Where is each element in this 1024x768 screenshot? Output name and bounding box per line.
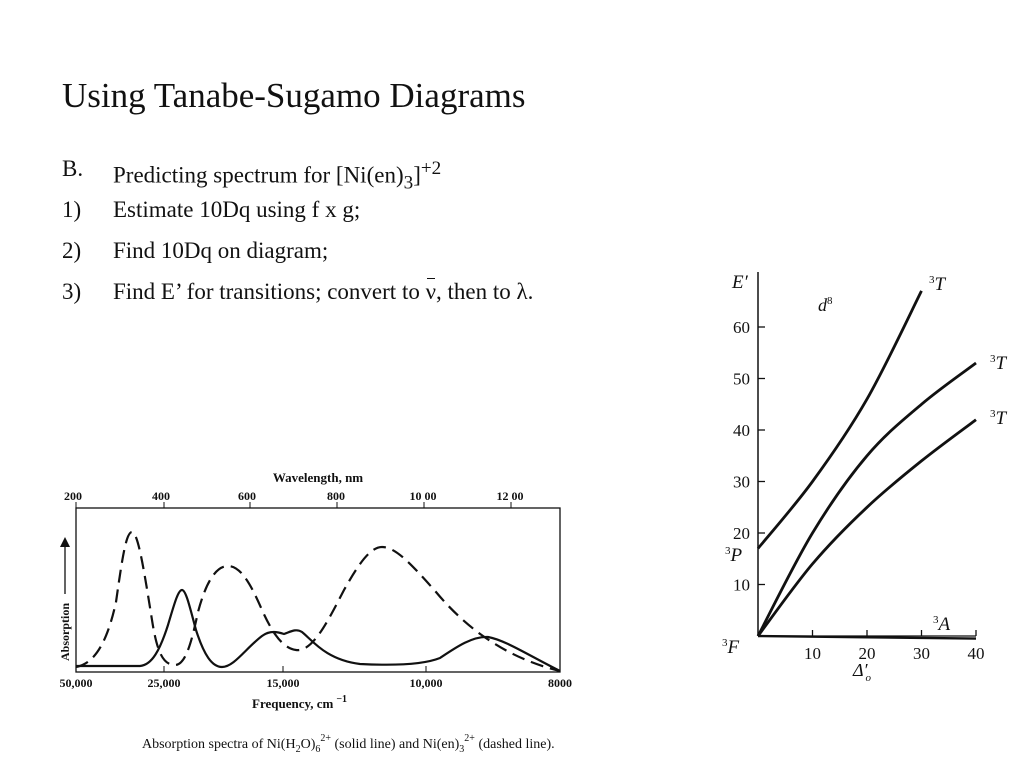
absorption-axis-label: Absorption	[58, 602, 72, 661]
frequency-axis-label: Frequency, cm $^{-1}$	[252, 694, 348, 711]
wavelength-tick-label: 200	[64, 489, 82, 503]
frequency-tick-label: 15,000	[266, 676, 300, 690]
wavelength-tick-label: 10 00	[409, 489, 437, 503]
delta-tick-label: 20	[858, 644, 876, 663]
delta-ticks	[804, 630, 985, 663]
state-label-3t-lower: $^3$T	[990, 408, 1007, 429]
superscript: +2	[420, 158, 442, 179]
state-label-3a: $^3$A	[933, 614, 951, 635]
state-label-3t-upper: $^3$T	[929, 274, 946, 295]
state-label-3f: $^3$F	[722, 637, 740, 658]
list-text: Find 10Dq on diagram;	[113, 238, 329, 263]
state-curve	[758, 420, 976, 636]
wavelength-tick-label: 800	[327, 489, 345, 503]
energy-tick-label: 10	[733, 575, 750, 595]
energy-tick-label: 20	[733, 524, 750, 543]
state-labels	[722, 274, 1008, 658]
state-label-3p: $^3$P	[725, 545, 743, 566]
config-label: $d^8$	[818, 295, 833, 315]
list-text: Estimate 10Dq using f x g;	[113, 197, 361, 222]
frequency-tick-label: 8000	[548, 676, 572, 690]
delta-tick-label: 30	[913, 644, 930, 663]
frequency-tick-label: 10,000	[409, 676, 443, 690]
energy-axis-label: E′	[732, 272, 748, 293]
nu-bar-symbol: ν	[426, 275, 436, 309]
state-curves	[758, 291, 976, 639]
state-curve	[758, 291, 922, 549]
subscript: 3	[403, 172, 414, 194]
energy-tick-label: 50	[733, 369, 750, 389]
list-marker: 2)	[62, 238, 82, 263]
frequency-tick-label: 50,000	[59, 676, 93, 690]
spectrum-caption: Absorption spectra of $Ni(H_2O)_6^{2+}$ (solid line) and $Ni(en)_3^{2+}$ (dashed line).	[142, 733, 555, 755]
wavelength-tick-label: 400	[152, 489, 170, 503]
list-text: Find E’ for transitions; convert to ν, then to λ.	[113, 275, 533, 309]
delta-tick-label: 40	[967, 644, 985, 663]
state-label-3t-middle: $^3$T	[990, 353, 1007, 374]
list-marker: 1)	[62, 197, 82, 222]
energy-tick-label: 40	[733, 421, 750, 440]
state-curve	[758, 363, 976, 636]
delta-tick-label: 10	[804, 644, 821, 663]
delta-axis-label: Δ′o	[853, 660, 872, 684]
wavelength-axis-label: Wavelength, nm	[272, 470, 364, 485]
list-marker: B.	[62, 156, 84, 181]
list-marker: 3)	[62, 279, 82, 304]
energy-tick-label: 60	[733, 318, 750, 337]
wavelength-tick-label: 12 00	[496, 489, 524, 503]
wavelength-tick-label: 600	[238, 489, 256, 503]
frequency-tick-label: 25,000	[147, 676, 181, 690]
energy-tick-label: 30	[733, 472, 750, 492]
slide-title: Using Tanabe-Sugamo Diagrams	[62, 76, 526, 115]
list-text: Predicting spectrum for $[Ni(en)_3]^{+2}$	[113, 158, 442, 194]
